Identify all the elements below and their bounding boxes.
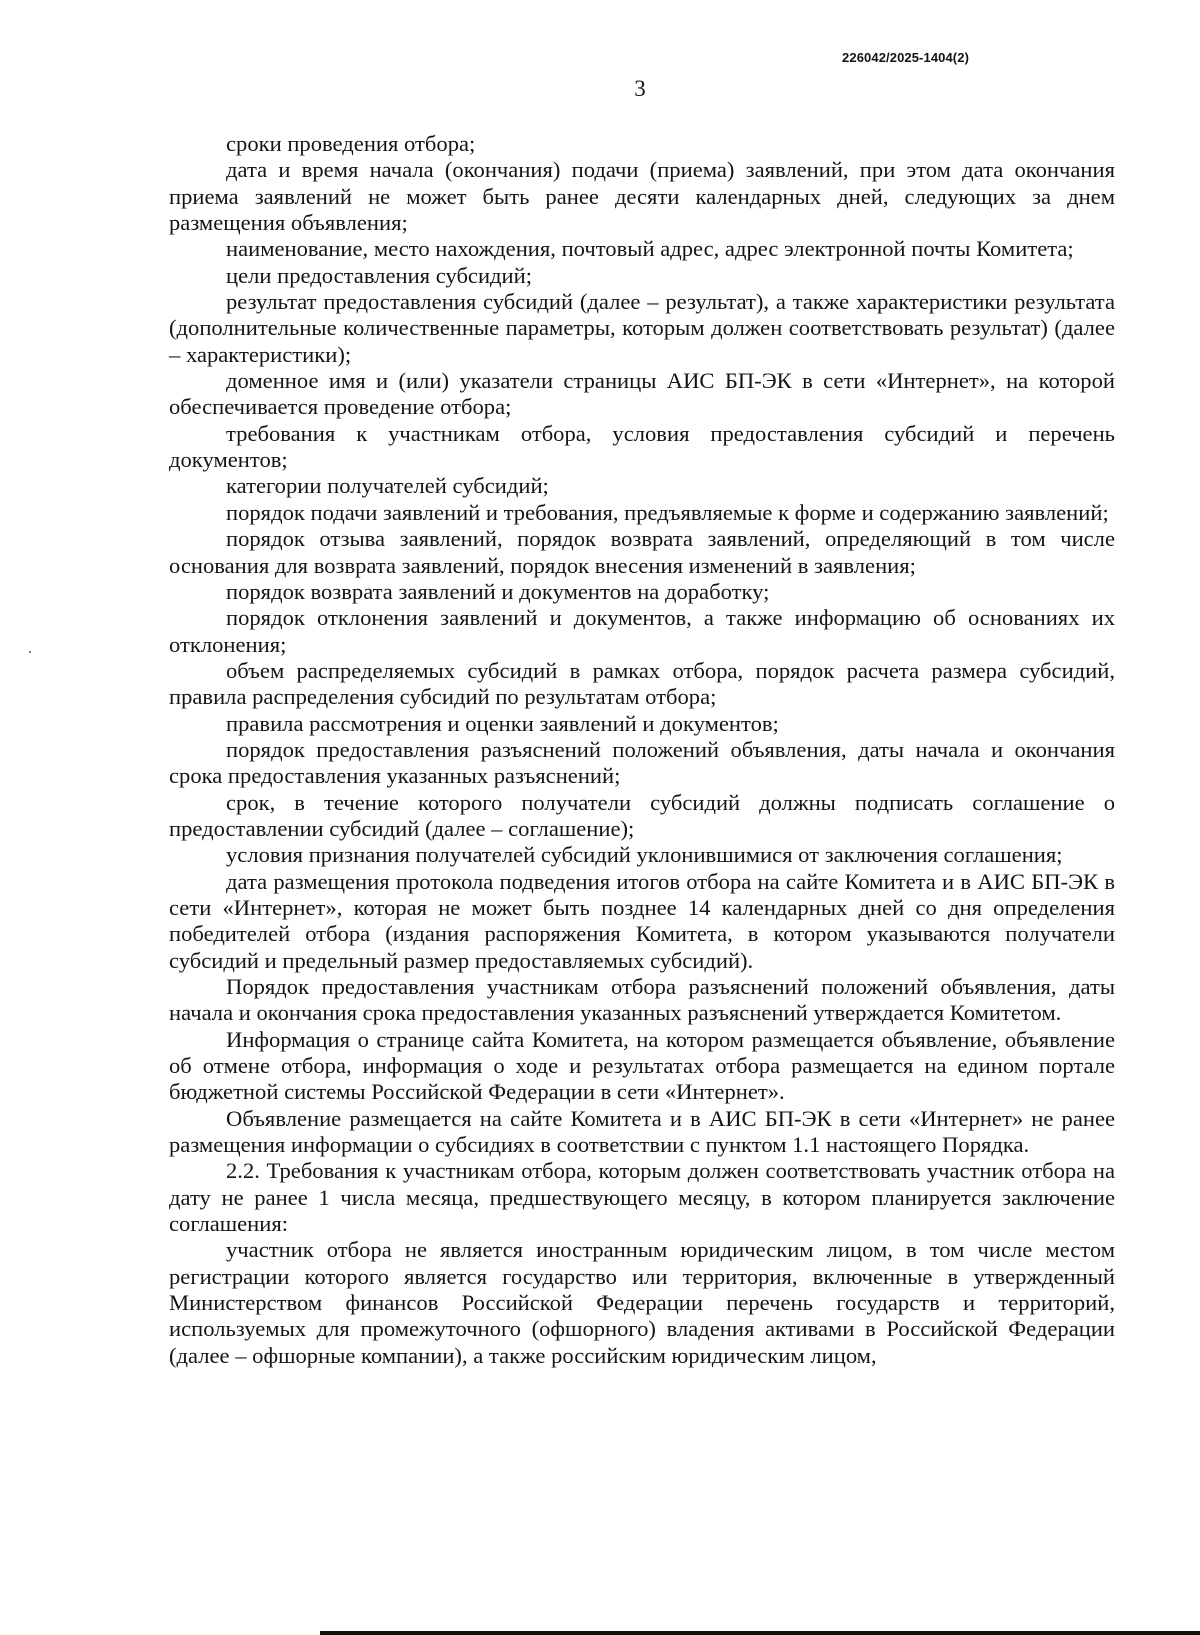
bottom-edge-rule (320, 1631, 1200, 1635)
paragraph: порядок отклонения заявлений и документов, а также информацию об основаниях их отклонения; (169, 605, 1115, 657)
document-number: 226042/2025-1404(2) (842, 50, 969, 65)
paragraph: Информация о странице сайта Комитета, на котором размещается объявление, объявление об отмене отбора, информация о ходе и результатах отбора размещается на едином портале бюджетной системы Российской Федерации в сети «Интернет». (169, 1026, 1115, 1105)
paragraph: доменное имя и (или) указатели страницы АИС БП-ЭК в сети «Интернет», на которой обеспечивается проведение отбора; (169, 368, 1115, 420)
paragraph: сроки проведения отбора; (226, 131, 476, 156)
paragraph: объем распределяемых субсидий в рамках отбора, порядок расчета размера субсидий, правила распределения субсидий по результатам отбора; (169, 657, 1115, 710)
paragraph: порядок возврата заявлений и документов на доработку; (226, 578, 770, 604)
scan-speck (29, 651, 31, 653)
paragraph: порядок предоставления разъяснений положений объявления, даты начала и окончания срока предоставления указанных разъяснений; (169, 736, 1115, 789)
paragraph: правила рассмотрения и оценки заявлений и документов; (226, 710, 779, 736)
paragraph: условия признания получателей субсидий уклонившимися от заключения соглашения; (226, 842, 1063, 868)
paragraph: Порядок предоставления участникам отбора разъяснений положений объявления, даты начала и окончания срока предоставления указанных разъяснений утверждается Комитетом. (169, 974, 1115, 1026)
paragraph: дата размещения протокола подведения итогов отбора на сайте Комитета и в АИС БП-ЭК в сети «Интернет», которая не может быть позднее 14 календарных дней со дня определения победителей отбора (издания распоряжения Комитета, в котором указываются получатели субсидий и предельный размер предоставляемых субсидий). (169, 868, 1115, 973)
paragraph: требования к участникам отбора, условия предоставления субсидий и перечень документов; (169, 420, 1115, 473)
page-number: 3 (634, 76, 646, 101)
paragraph: дата и время начала (окончания) подачи (приема) заявлений, при этом дата окончания приема заявлений не может быть ранее десяти календарных дней, следующих за днем размещения объявления; (169, 157, 1115, 236)
paragraph: цели предоставления субсидий; (226, 262, 533, 288)
paragraph: участник отбора не является иностранным юридическим лицом, в том числе местом регистрации которого является государство или территория, включенные в утвержденный Министерством финансов Российской Федерации перечень государств и территорий, используемых для промежуточного (офшорного) владения активами в Российской Федерации (далее – офшорные компании), а также российским юридическим лицом, (169, 1237, 1115, 1368)
document-body (169, 131, 1115, 1369)
paragraph: порядок отзыва заявлений, порядок возврата заявлений, определяющий в том числе основания для возврата заявлений, порядок внесения изменений в заявления; (169, 526, 1115, 578)
paragraph: наименование, место нахождения, почтовый адрес, адрес электронной почты Комитета; (226, 236, 1074, 262)
paragraph: результат предоставления субсидий (далее – результат), а также характеристики результата (дополнительные количественные параметры, которым должен соответствовать результат) (далее – характеристики); (169, 289, 1115, 367)
paragraph: срок, в течение которого получатели субсидий должны подписать соглашение о предоставлении субсидий (далее – соглашение); (169, 789, 1115, 841)
paragraph: Объявление размещается на сайте Комитета и в АИС БП-ЭК в сети «Интернет» не ранее размещения информации о субсидиях в соответствии с пунктом 1.1 настоящего Порядка. (169, 1105, 1115, 1158)
paragraph: 2.2. Требования к участникам отбора, которым должен соответствовать участник отбора на дату не ранее 1 числа месяца, предшествующего месяцу, в котором планируется заключение соглашения: (169, 1158, 1115, 1237)
paragraph: порядок подачи заявлений и требования, предъявляемые к форме и содержанию заявлений; (226, 499, 1109, 525)
paragraph: категории получателей субсидий; (226, 473, 549, 499)
